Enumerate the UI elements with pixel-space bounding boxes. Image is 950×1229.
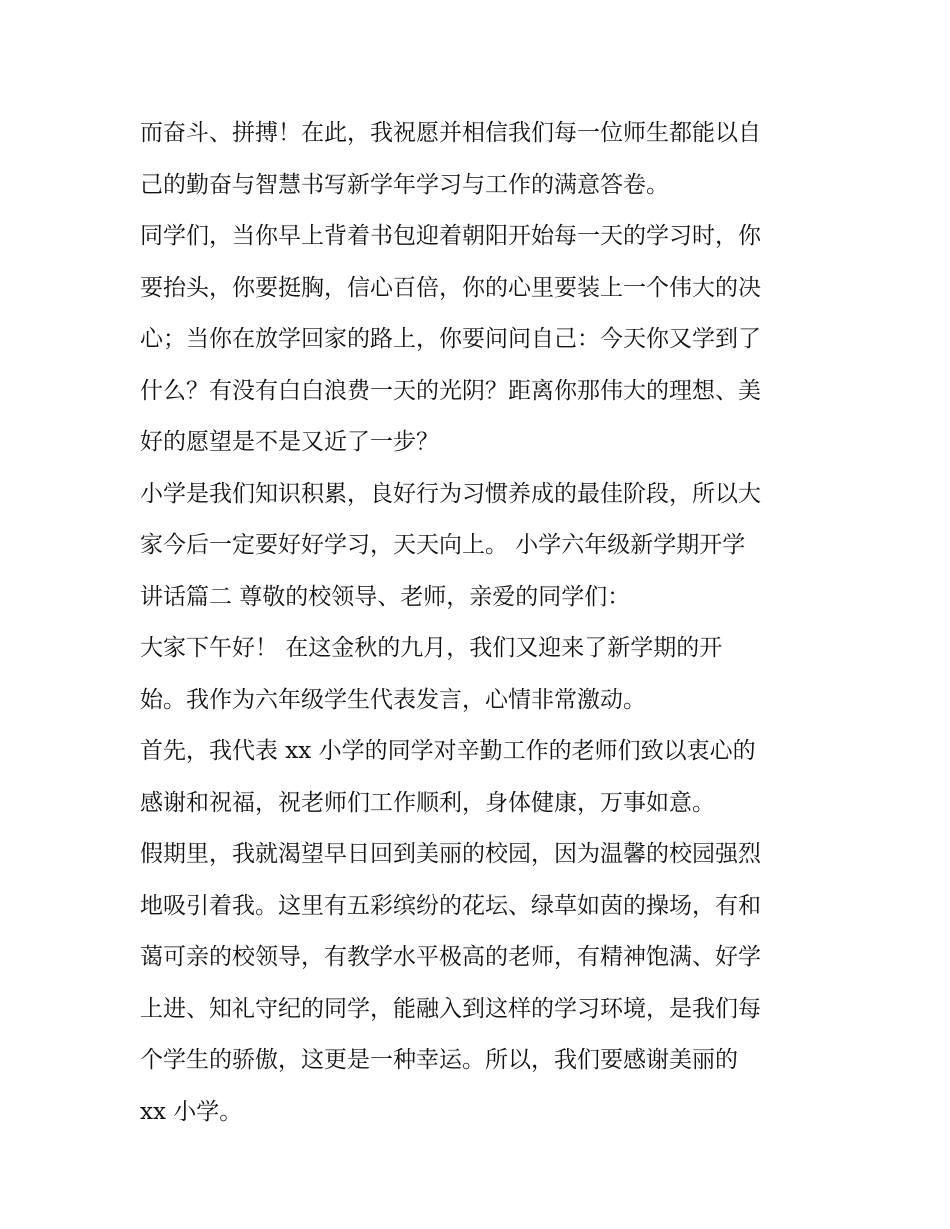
document-body bbox=[140, 108, 820, 1138]
text-line: 己的勤奋与智慧书写新学年学习与工作的满意答卷。 bbox=[140, 171, 669, 198]
text-line: 首先，我代表 xx 小学的同学对辛勤工作的老师们致以衷心的 bbox=[140, 738, 756, 764]
text-line: 地吸引着我。这里有五彩缤纷的花坛、绿草如茵的操场，有和 bbox=[140, 892, 761, 919]
text-line: 心；当你在放学回家的路上，你要问问自己：今天你又学到了 bbox=[140, 326, 761, 352]
text-line: 个学生的骄傲，这更是一种幸运。所以，我们要感谢美丽的 bbox=[140, 1047, 738, 1073]
text-line: 什么？有没有白白浪费一天的光阴？距离你那伟大的理想、美 bbox=[140, 377, 761, 404]
text-line: 同学们，当你早上背着书包迎着朝阳开始每一天的学习时，你 bbox=[140, 223, 761, 249]
text-line: 小学是我们知识积累，良好行为习惯养成的最佳阶段，所以大 bbox=[140, 480, 761, 507]
text-line: 蔼可亲的校领导，有教学水平极高的老师，有精神饱满、好学 bbox=[140, 944, 761, 970]
text-line: 要抬头，你要挺胸，信心百倍，你的心里要装上一个伟大的决 bbox=[140, 274, 761, 301]
text-line: 而奋斗、拼搏！在此，我祝愿并相信我们每一位师生都能以自 bbox=[140, 120, 761, 146]
text-line: 讲话篇二 尊敬的校领导、老师，亲爱的同学们： bbox=[140, 583, 631, 610]
text-line: 好的愿望是不是又近了一步？ bbox=[140, 429, 439, 455]
text-line: 家今后一定要好好学习，天天向上。 小学六年级新学期开学 bbox=[140, 532, 746, 558]
text-line: 感谢和祝福，祝老师们工作顺利，身体健康，万事如意。 bbox=[140, 789, 715, 816]
text-line: 假期里，我就渴望早日回到美丽的校园，因为温馨的校园强烈 bbox=[140, 841, 761, 867]
text-line: 始。我作为六年级学生代表发言，心情非常激动。 bbox=[140, 686, 646, 713]
text-line: xx 小学。 bbox=[140, 1098, 243, 1125]
text-line: 大家下午好！ 在这金秋的九月，我们又迎来了新学期的开 bbox=[140, 635, 723, 661]
text-line: 上进、知礼守纪的同学，能融入到这样的学习环境，是我们每 bbox=[140, 995, 761, 1022]
